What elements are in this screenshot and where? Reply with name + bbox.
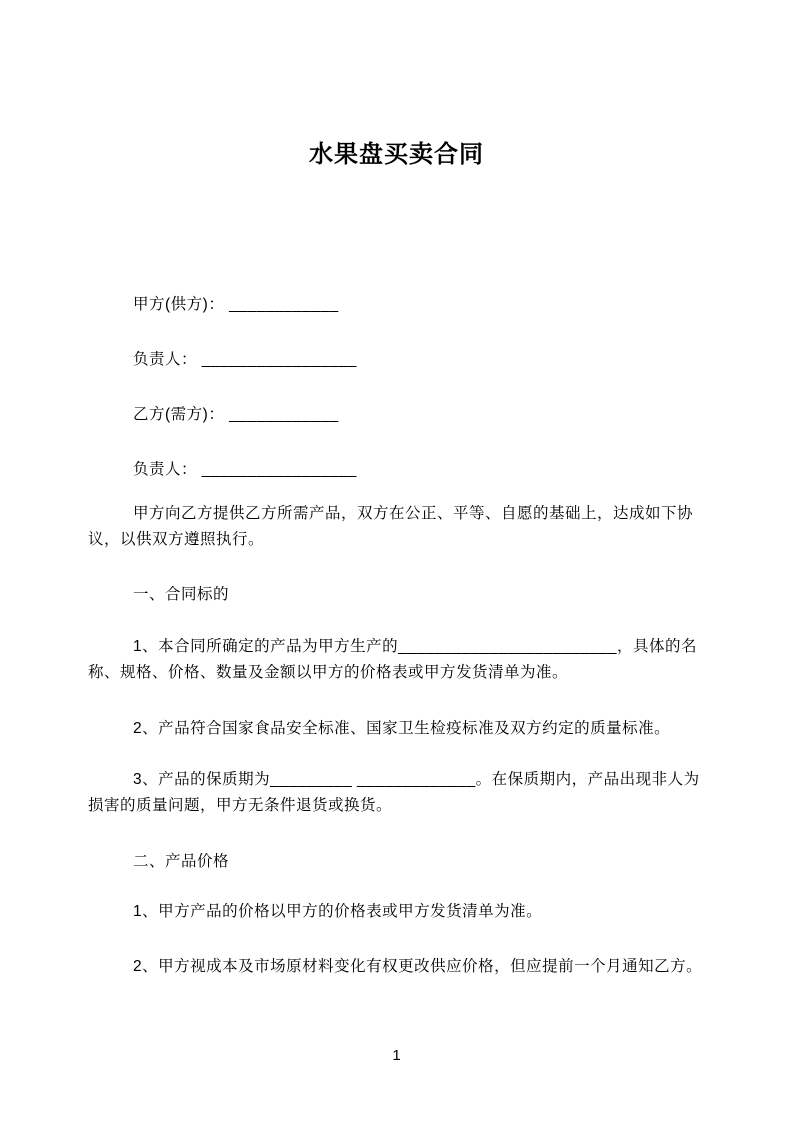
section-1-heading: 一、合同标的 (133, 586, 230, 603)
section-1-item-3: 3、产品的保质期为_________ _____________。在保质期内，产品出现非人为损害的质量问题，甲方无条件退货或换货。 (88, 771, 700, 814)
document-title: 水果盘买卖合同 (309, 141, 484, 168)
section-1-item-2: 2、产品符合国家食品安全标准、国家卫生检疫标准及双方约定的质量标准。 (133, 720, 671, 737)
section-2-heading: 二、产品价格 (133, 853, 230, 870)
page-number: 1 (392, 1047, 401, 1064)
party-b-manager-line: 负责人： _________________ (133, 461, 357, 478)
party-b-line: 乙方(需方)： ____________ (133, 406, 339, 423)
section-1-item-1: 1、本合同所确定的产品为甲方生产的________________________，具体的名称、规格、价格、数量及金额以甲方的价格表或甲方发货清单为准。 (88, 638, 698, 681)
section-2-item-1: 1、甲方产品的价格以甲方的价格表或甲方发货清单为准。 (133, 903, 543, 920)
section-2-item-2: 2、甲方视成本及市场原材料变化有权更改供应价格，但应提前一个月通知乙方。 (133, 958, 703, 975)
intro-paragraph: 甲方向乙方提供乙方所需产品，双方在公正、平等、自愿的基础上，达成如下协议，以供双方遵照执行。 (88, 505, 694, 548)
party-a-manager-line: 负责人： _________________ (133, 351, 357, 368)
party-a-line: 甲方(供方)： ____________ (133, 296, 339, 313)
